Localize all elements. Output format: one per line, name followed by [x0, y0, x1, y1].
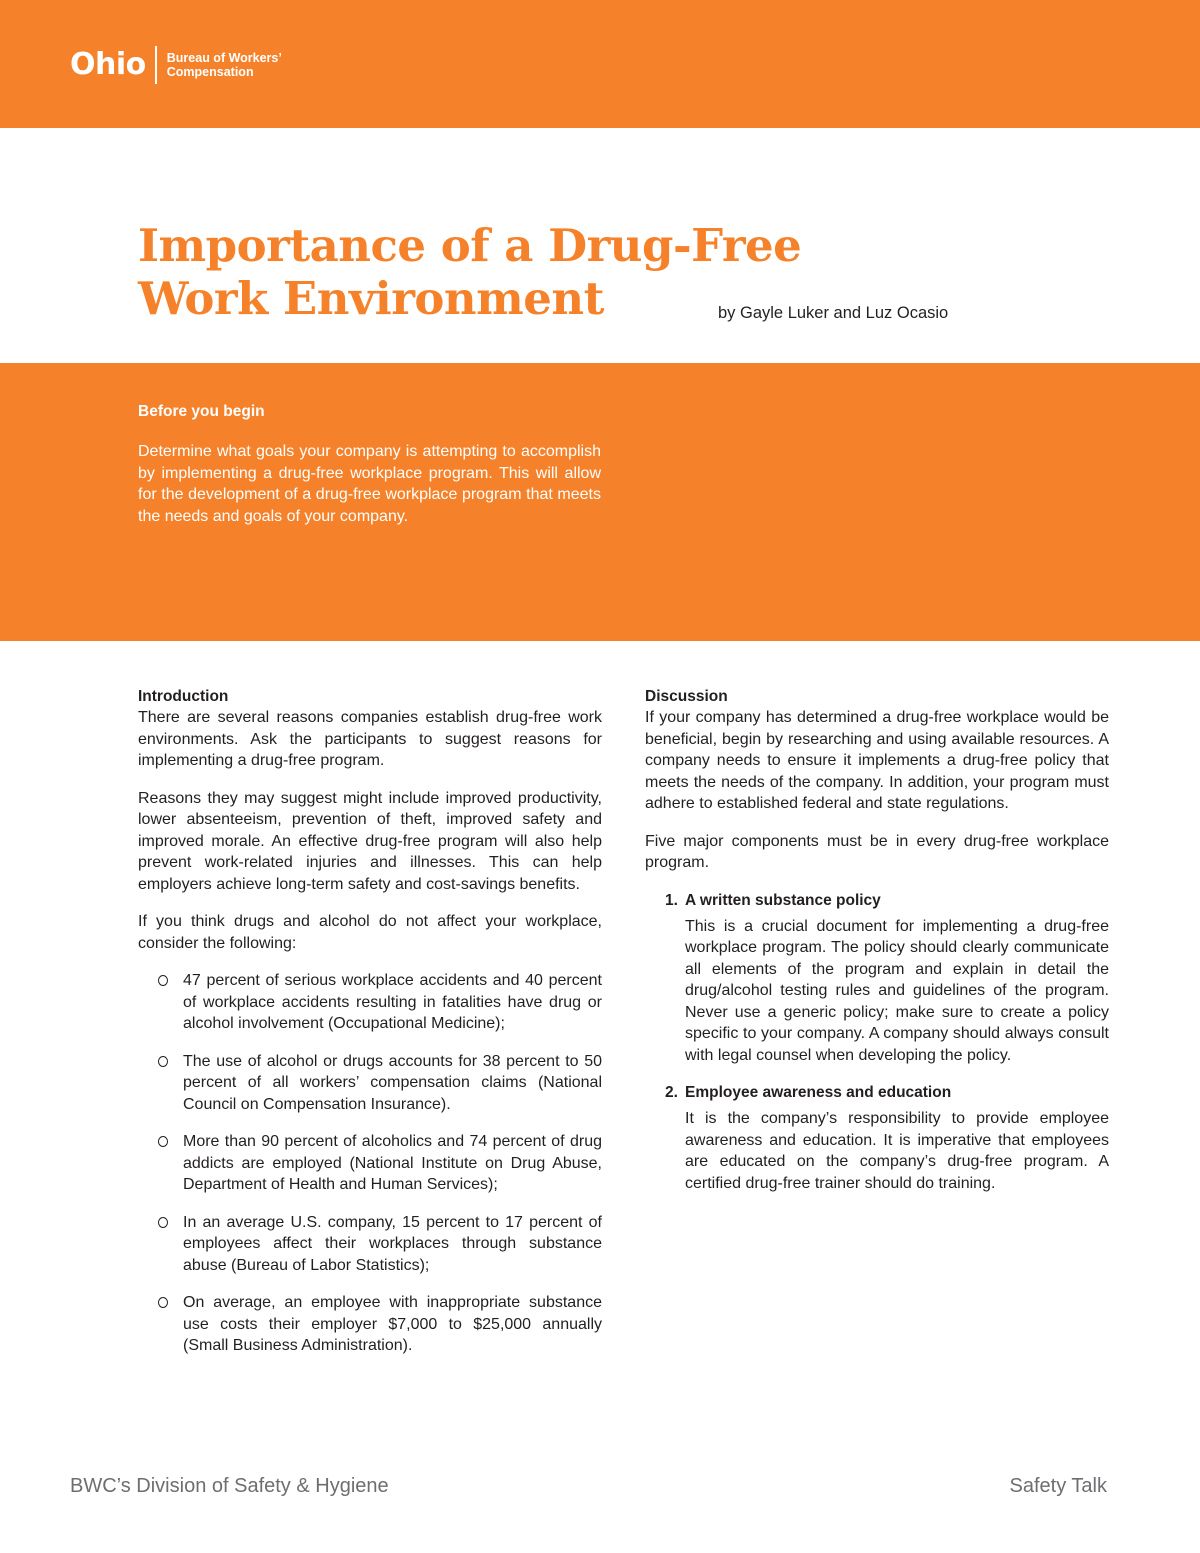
page-title	[138, 219, 801, 325]
callout-text: Determine what goals your company is attempting to accomplish by implementing a drug-free workplace program. This will allow for the development of a drug-free workplace program that meets the needs and goals of your company.	[138, 443, 601, 525]
component-title-text: A written substance policy	[685, 891, 881, 909]
component-number: 2.	[665, 1084, 678, 1101]
footer-division: BWC’s Division of Safety & Hygiene	[70, 1475, 389, 1497]
circle-bullet-icon	[158, 1056, 168, 1067]
circle-bullet-icon	[158, 975, 168, 986]
component-item	[645, 1082, 1109, 1194]
intro-paragraph: There are several reasons companies establish drug-free work environments. Ask the participants to suggest reasons for implementing a drug-free program.	[138, 709, 602, 769]
introduction-column	[138, 686, 602, 1373]
discussion-column	[645, 686, 1109, 1210]
introduction-heading: Introduction	[138, 688, 229, 705]
footer-series: Safety Talk	[1009, 1475, 1107, 1497]
logo-org-line2: Compensation	[166, 65, 254, 79]
list-item-text: 47 percent of serious workplace accidents and 40 percent of workplace accidents resulting in fatalities have drug or alcohol involvement (Occupational Medicine);	[183, 972, 602, 1032]
callout-heading: Before you begin	[138, 403, 265, 420]
logo-org-name	[167, 51, 282, 79]
logo-wordmark: Ohio	[70, 47, 146, 82]
logo-divider	[155, 46, 157, 84]
list-item-text: In an average U.S. company, 15 percent to 17 percent of employees affect their workplaces through substance abuse (Bureau of Labor Statistics);	[183, 1213, 602, 1274]
list-item	[138, 1212, 602, 1277]
intro-paragraph: Reasons they may suggest might include improved productivity, lower absenteeism, prevention of theft, improved safety and improved morale. An effective drug-free program will also help prevent work-related injuries and illnesses. This can help employers achieve long-term safety and cost-savings benefits.	[138, 789, 602, 893]
title-line1: Importance of a Drug-Free	[138, 219, 802, 272]
discussion-heading: Discussion	[645, 688, 728, 705]
byline: by Gayle Luker and Luz Ocasio	[718, 304, 949, 322]
component-number: 1.	[665, 891, 678, 909]
component-title	[645, 1082, 1109, 1103]
list-item-text: On average, an employee with inappropriate substance use costs their employer $7,000 to $25,000 annually (Small Business Administration).	[183, 1294, 602, 1354]
list-item	[138, 970, 602, 1035]
circle-bullet-icon	[158, 1297, 168, 1308]
discussion-paragraph: Five major components must be in every drug-free workplace program.	[645, 832, 1109, 871]
circle-bullet-icon	[158, 1136, 168, 1147]
list-item-text: The use of alcohol or drugs accounts for 38 percent to 50 percent of all workers’ compensation claims (National Council on Compensation Insurance).	[183, 1052, 602, 1113]
title-line2: Work Environment	[138, 272, 604, 325]
list-item-text: More than 90 percent of alcoholics and 74 percent of drug addicts are employed (National Institute on Drug Abuse, Department of Health and Human Services);	[183, 1133, 602, 1193]
intro-paragraph: If you think drugs and alcohol do not affect your workplace, consider the following:	[138, 913, 602, 952]
component-title-text: Employee awareness and education	[685, 1084, 952, 1101]
list-item	[138, 1131, 602, 1196]
statistics-list	[138, 970, 602, 1357]
before-you-begin-callout	[0, 363, 1200, 641]
component-body: This is a crucial document for implementing a drug-free workplace program. The policy should clearly communicate all elements of the program and explain in detail the drug/alcohol testing rules and guidelines of the program. Never use a generic policy; make sure to create a policy specific to your company. A company should always consult with legal counsel when developing the policy.	[685, 917, 1109, 1064]
components-list	[645, 890, 1109, 1195]
component-title	[645, 890, 1109, 911]
ohio-bwc-logo	[70, 46, 282, 84]
component-body: It is the company’s responsibility to provide employee awareness and education. It is imperative that employees are educated on the company’s drug-free program. A certified drug-free trainer should do training.	[685, 1110, 1109, 1192]
component-item	[645, 890, 1109, 1067]
header-band	[0, 0, 1200, 128]
list-item	[138, 1292, 602, 1357]
discussion-paragraph: If your company has determined a drug-free workplace would be beneficial, begin by researching and using available resources. A company needs to ensure it implements a drug-free policy that meets the needs of the company. In addition, your program must adhere to established federal and state regulations.	[645, 709, 1109, 812]
logo-org-line1: Bureau of Workers’	[166, 51, 282, 65]
list-item	[138, 1051, 602, 1116]
circle-bullet-icon	[158, 1217, 168, 1228]
